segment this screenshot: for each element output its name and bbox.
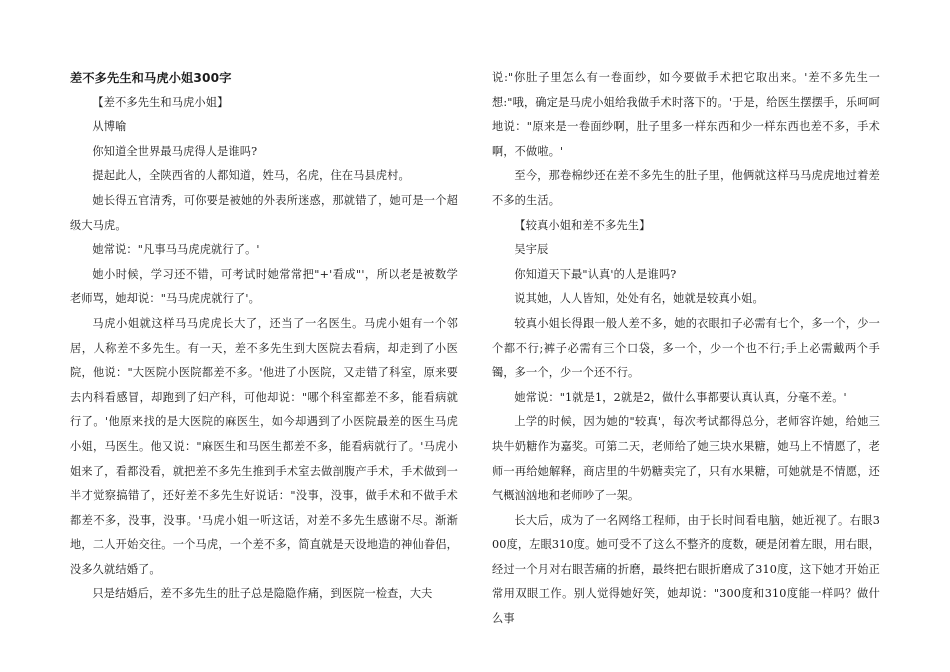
paragraph: 长大后，成为了一名网络工程师，由于长时间看电脑，她近视了。右眼300度，左眼310度。她可受不了这么不整齐的度数，硬是闭着左眼，用右眼，经过一个月对右眼苦痛的折磨，最终把右眼折磨成了310度，这下她才开始正常用双眼工作。别人觉得她好笑，她却说："300度和310度能一样吗？做什么事 bbox=[492, 513, 880, 626]
left-column bbox=[70, 66, 458, 607]
paragraph: 你知道全世界最马虎得人是谁吗? bbox=[92, 144, 258, 158]
paragraph: 至今，那卷棉纱还在差不多先生的肚子里，他俩就这样马马虎虎地过着差不多的生活。 bbox=[492, 169, 880, 207]
paragraph: 只是结婚后，差不多先生的肚子总是隐隐作痛，到医院一检查，大夫 bbox=[92, 587, 433, 601]
paragraph: 【差不多先生和马虎小姐】 bbox=[92, 95, 229, 109]
section-heading: 【较真小姐和差不多先生】 bbox=[514, 218, 651, 232]
paragraph: 提起此人，全陕西省的人都知道，姓马，名虎，住在马县虎村。 bbox=[92, 169, 410, 183]
paragraph: 说:"你肚子里怎么有一卷面纱，如今要做手术把它取出来。'差不多先生一想:"哦，确定是马虎小姐给我做手术时落下的。'于是，给医生摆摆手，乐呵呵地说："原来是一卷面纱啊，肚子里多一样东西和少一样东西也差不多，手术啊，不做啦。' bbox=[492, 71, 880, 158]
paragraph: 她常说："1就是1，2就是2，做什么事都要认真认真，分毫不差。' bbox=[514, 390, 847, 404]
document-title: 差不多先生和马虎小姐300字 bbox=[70, 71, 232, 85]
right-column bbox=[492, 66, 880, 632]
paragraph: 她小时候，学习还不错，可考试时她常常把"+'看成"'，所以老是被数学老师骂，她却说："马马虎虎就行了'。 bbox=[70, 267, 458, 306]
author-name: 从博喻 bbox=[92, 120, 127, 134]
paragraph: 她常说："凡事马马虎虎就行了。' bbox=[92, 243, 260, 257]
paragraph: 马虎小姐就这样马马虎虎长大了，还当了一名医生。马虎小姐有一个邻居，人称差不多先生。有一天，差不多先生到大医院去看病，却走到了小医院，他说："大医院小医院都差不多。'他进了小医院，又走错了科室，原来要去内科看感冒，却跑到了妇产科，可他却说："哪个科室都差不多，能看病就行了。'他原来找的是大医院的麻医生，如今却遇到了小医院最差的医生马虎小姐，马医生。他又说："麻医生和马医生都差不多，能看病就行了。'马虎小姐来了，看都没看，就把差不多先生推到手术室去做剖腹产手术，手术做到一半才觉察搞错了，还好差不多先生好说话："没事，没事，做手术和不做手术都差不多，没事，没事。'马虎小姐一听这话，对差不多先生感谢不尽。渐渐地，二人开始交往。一个马虎，一个差不多，简直就是天设地造的神仙眷侣，没多久就结婚了。 bbox=[70, 316, 458, 576]
author-name: 吴宇辰 bbox=[514, 243, 549, 257]
paragraph: 较真小姐长得跟一般人差不多，她的衣眼扣子必需有七个，多一个，少一个都不行;裤子必需有三个口袋，多一个，少一个也不行;手上必需戴两个手镯，多一个，少一个还不行。 bbox=[492, 316, 880, 380]
paragraph: 上学的时候，因为她的"较真'，每次考试都得总分，老师容许她，给她三块牛奶糖作为嘉奖。可第二天，老师给了她三块水果糖，她马上不情愿了，老师一再给她解释，商店里的牛奶糖卖完了，只有水果糖，可她就是不情愿，还气概汹汹地和老师吵了一架。 bbox=[492, 415, 880, 503]
paragraph: 说其她，人人皆知，处处有名，她就是较真小姐。 bbox=[514, 292, 764, 306]
paragraph: 你知道天下最"认真'的人是谁吗? bbox=[514, 267, 677, 281]
paragraph: 她长得五官清秀，可你要是被她的外表所迷惑，那就错了，她可是一个超级大马虎。 bbox=[70, 193, 458, 232]
